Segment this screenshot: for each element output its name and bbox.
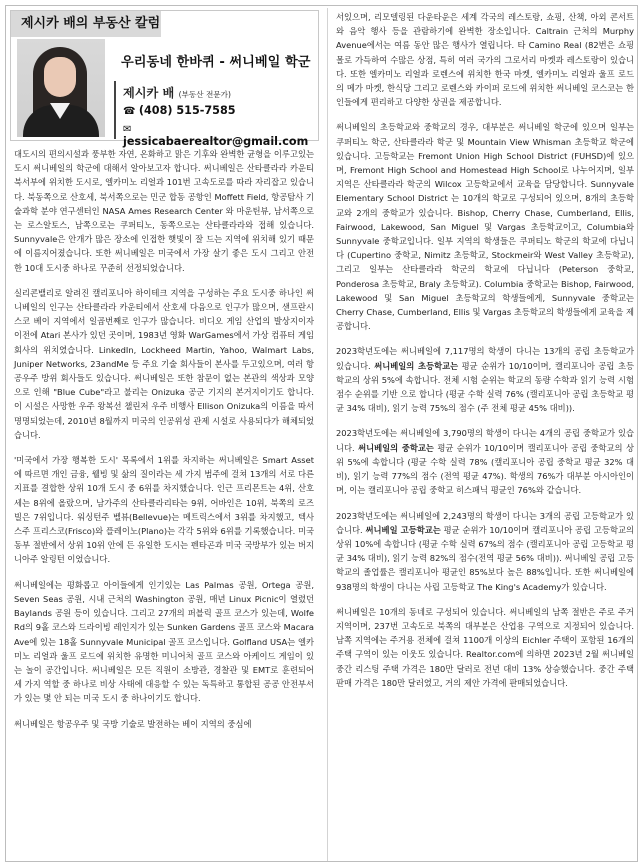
middle-schools-paragraph xyxy=(336,426,634,497)
author-phone xyxy=(123,104,236,117)
column-divider xyxy=(327,8,328,861)
elementary-highlight: 써니베일의 초등학교는 xyxy=(374,360,459,371)
left-paragraph: 실리콘밸리로 알려진 캘리포니아 하이테크 지역을 구성하는 주요 도시중 하나인 써니베일의 인구는 산타클라라 카운티에서 산호세 다음으로 인구가 많으며, 샌프란시스코 베이 지역에서 일곱번째로 인구가 많습니다. 비디오 게임 산업의 발상지이자 이전에 Atari 본사가 있던 곳이며, 1983년 영화 WarGames에서 가상 컴퓨터 게임 회사의 위치였습니다. LinkedIn, Lockheed Martin, Yahoo, Walmart Labs, Juniper Networks, 23andMe 등 주요 기술 회사들이 본사를 두고있으며, 여러 항공우주 방위 회사들도 있습니다. 써니베일은 또한 참문이 없는 본관의 색상과 모양으로 인해 "Blue Cube"라고 불리는 Onizuka 공군 기지의 본거지이기도 합니다. 이 시설은 사망한 우주 왕복선 챌린저 우주 비행사 Ellison Onizuka의 이름을 따서 명명되었는데, 2010년 8월까지 미국의 인공위성 관제 시설로 사용되다가 해체되었습니다. xyxy=(14,287,314,440)
author-photo xyxy=(17,39,105,137)
phone-number[interactable]: (408) 515-7585 xyxy=(138,104,236,117)
author-role: (부동산 전문가) xyxy=(178,90,231,99)
author-divider xyxy=(114,81,116,139)
left-column xyxy=(14,147,314,742)
middle-intro: 2023학년도에는 써니베일에 3,790명의 학생이 다니는 4개의 공립 중학교가 있습니다. xyxy=(336,428,634,453)
right-paragraph: 써니베일은 10개의 동네로 구성되어 있습니다. 써니베일의 남쪽 절반은 주로 주거 지역이며, 237번 고속도로 북쪽의 대부분은 산업용 구역으로 지정되어 있습니다. 남쪽 지역에는 주거용 전체에 걸쳐 1100개 이상의 Eichler 주택이 포함된 16개의 주택 구역이 있는 이웃도 있습니다. Realtor.com에 의하면 2023년 2월 써니베일 중간 리스팅 주택 가격은 180만 달러로 전년 대비 13% 상승했습니다. 중간 주택 판매 가격은 180만 달러였고, 거의 제안 가격에 판매되었습니다. xyxy=(336,606,634,688)
high-details: 평균 순위가 10/10이며 캘리포니아 공립 고등학교의 상위 10%에 속합니다 (평균 수학 실력 67%의 점수 (캘리포니아 공립 고등학교 평균 34% 대비), 읽기 능력 82%의 점수(전역 평균 56% 대비)). 써니베일 공립 고등학교의 졸업률은 캘리포니아 평균인 85%보다 높은 88%입니다. 또한 써니베일에 938명의 학생이 다니는 사립 고등학교 The King's Academy가 있습니다. xyxy=(336,524,634,592)
middle-highlight: 써니베일의 중학교는 xyxy=(358,442,434,453)
envelope-icon: ✉ xyxy=(123,124,132,135)
article-headline: 우리동네 한바퀴 - 써니베일 학군 xyxy=(121,55,311,70)
author-photo-face xyxy=(44,57,76,97)
author-name: 제시카 배 xyxy=(123,86,175,100)
high-intro: 2023학년도에는 써니베일에 2,243명의 학생이 다니는 3개의 공립 고등학교가 있습니다. xyxy=(336,510,634,535)
high-schools-paragraph xyxy=(336,509,634,594)
author-name-line xyxy=(123,84,231,101)
elementary-details: 평균 순위가 10/10이며, 캘리포니아 공립 초등학교의 상위 5%에 속합니다. 전체 시험 순위는 학교의 동량 수학과 읽기 능력 시험 점수 순위를 기반 으로 합니다 (평균 수학 실력 76% (캘리포니아 공립 초등학교 평균 34% 대비), 읽기 능력 75%의 점수 (주 전체 평균 45% 대비)). xyxy=(336,360,634,414)
phone-icon: ☎ xyxy=(123,106,136,117)
author-email xyxy=(123,122,318,148)
left-paragraph: 써니베일에는 평화롭고 아이들에게 인기있는 Las Palmas 공원, Ortega 공원, Seven Seas 공원, 시내 근처의 Washington 공원, 매년 Linux Picnic이 열렸던 Baylands 공원 등이 있습니다. 그리고 27개의 퍼블릭 골프 코스가 있는데, Wolfe Rd의 9홀 코스와 드라이빙 레인지가 있는 Sunken Gardens 골프 코스와 Macara Ave에 있는 18홀 Sunnyvale Municipal 골프 코스입니다. Golfland USA는 엘카미노 리얼과 울프 로드에 위치한 유명한 미니어처 골프 코스와 아케이드 게임이 있는 놀이 공간입니다. 써니베일은 모든 직원이 소방관, 경찰관 및 EMT로 훈련되어 세 가지 역할 중 하나로 비상 사태에 대응할 수 있는 독특하고 통합된 공공 안전부서가 있는 몇 안 되는 미국 도시 중 하나이기도 합니다. xyxy=(14,579,314,704)
email-address[interactable]: jessicabaerealtor@gmail.com xyxy=(123,135,309,148)
column-title: 제시카 배의 부동산 칼럼 xyxy=(11,11,161,37)
left-paragraph: 써니베일은 항공우주 및 국방 기술로 발전하는 베이 지역의 중심에 xyxy=(14,718,252,729)
column-page xyxy=(5,5,638,862)
elementary-schools-paragraph xyxy=(336,344,634,415)
right-paragraph: 서있으며, 리모델링된 다운타운은 세계 각국의 레스토랑, 쇼핑, 산책, 아외 콘서트와 음악 행사 등을 관람하기에 완벽한 장소입니다. Caltrain 근처의 Murphy Avenue에서는 여름 동안 많은 행사가 열립니다. 타 Camino Real (82번은 쇼핑몰로 가득하여 수많은 상점, 특히 여러 국가의 그로서리 마켓과 레스토랑이 있습니다. 또한 엘카미노 리얼과 로렌스에 위치한 한국 마켓, 엘카미노 리얼과 울프 로드의 메가 마켓, 한식당 그리고 로렌스와 카이퍼 로드에 위치한 써니베일 코스코는 한인들에게 편리하고 다양한 상권을 제공합니다. xyxy=(336,12,634,108)
middle-details: 평균 순위가 10/10이며 캘리포니아 공립 중학교의 상위 5%에 속합니다 (평균 수학 실력 78% (캘리포니아 공립 중학교 평균 32% 대비), 읽기 능력 77%의 점수 (전역 평균 47%). 학생의 76%가 대부분 아시아인이며, 이는 캘리포니아 공립 중학교 히스패닉 평균인 76%와 같습니다. xyxy=(336,442,635,496)
left-paragraph: 대도시의 편의시설과 풍부한 자연, 온화하고 맑은 기후와 완벽한 균형을 이루고있는 도시 써니베일의 학군에 대해서 알아보고자 합니다. 써니베일은 산타클라라 카운티 북서부에 위치한 도시로, 엘카미노 리얼과 101번 고속도로를 따라 자리잡고 있습니다. 북동쪽으로 산호세, 북서쪽으로는 민군 합동 공항인 Moffett Field, 항공탐사 기술과학 분야 연구센터인 NASA Ames Research Center 와 마운틴뷰, 남서쪽으로는 로스알토스, 남쪽으로는 쿠퍼티노, 동쪽으로는 산타클라라와 접해 있습니다. Sunnyvale은 안개가 많은 장소에 인접한 햇빛이 잘 드는 지역에 위치해 있기 때문에 이름지어졌습니다. 또한 써니베일은 미국에서 가장 살기 좋은 도시 그리고 안전한 10대 도시중 하나로 꾸준히 선정되었습니다. xyxy=(14,149,314,273)
high-highlight: 써니베일 고등학교는 xyxy=(365,524,441,535)
left-paragraph: '미국에서 가장 행복한 도시' 목록에서 1위를 차지하는 써니베일은 Smart Asset 에 따르면 개인 금융, 웰빙 및 삶의 질이라는 세 가지 범주에 걸쳐 13개의 서로 다른 지표를 결합한 상위 10개 도시 중 6위를 차지했습니다. 인근 프리몬트는 4위, 산호세는 8위에 올랐으며, 남가주의 산타클라리타는 9위, 어바인은 10위, 북쪽의 로즈빌은 7위입니다. 워싱턴주 벨뷰(Bellevue)는 메트릭스에서 3위를 차지했고, 텍사스주 프리스코(Frisco)와 플레이노(Plano)는 각각 5위와 6위를 기록했습니다. 미국 동부 절반에서 상위 10위 안에 든 유일한 도시는 펜타곤과 미국 국방부가 있는 버지니아주 알링턴 이었습니다. xyxy=(14,455,314,565)
right-paragraph: 써니베일의 초등학교와 중학교의 경우, 대부분은 써니베일 학군에 있으며 일부는 쿠퍼티노 학군, 산타클라라 학군 및 Mountain View Whisman 초등학교 학군에 있습니다. 고등학교는 Fremont Union High School District (FUHSD)에 있으며, Fremont High School and Homestead High School로 나누어지며, 일부 지역은 산타클라라 학군의 Wilcox 고등학교에서 교육을 담당합니다. Sunnyvale Elementary School District 는 10개의 학교로 구성되어 있으며, 8개의 초등학교와 2개의 중학교가 있습니다. Bishop, Cherry Chase, Cumberland, Ellis, Fairwood, Lakewood, San Miguel 및 Vargas 초등학교이고, Columbia와 Sunnyvale 중학교입니다. 일부 지역의 학생들은 쿠퍼티노 학군의 학교에 다닙니다 (Cupertino 중학교, Nimitz 초등학교, Stockmeir와 West Valley 초등학교), 그리고 일부는 산타클라라 학군의 학교에 다닙니다 (Peterson 중학교, Ponderosa 초등학교, Braly 초등학교). Columbia 중학교는 Bishop, Fairwood, Lakewood 및 San Miguel 초등학교의 학생들에게, Sunnyvale 중학교는 Cherry Chase, Cumberland, Ellis 및 Vargas 초등학교의 학생들에게 교육을 제공합니다. xyxy=(336,122,634,332)
elementary-intro: 2023학년도에는 써니베일에 7,117명의 학생이 다니는 13개의 공립 초등학교가 있습니다. xyxy=(336,346,634,371)
right-column xyxy=(336,10,634,701)
column-header xyxy=(10,10,319,148)
